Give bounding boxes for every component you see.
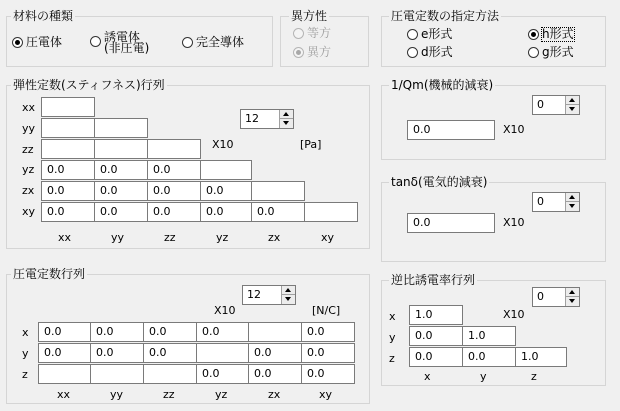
radio-isotropic-dot: [293, 28, 304, 39]
stiffness-row-label-yy: yy: [22, 122, 36, 135]
stiffness-exponent-value[interactable]: 12: [245, 112, 259, 125]
piezo-col-label-zz: zz: [163, 388, 175, 401]
tand-value-field[interactable]: 0.0: [407, 213, 495, 233]
stiffness-row-label-zz: zz: [22, 143, 34, 156]
piezo-unit: [N/C]: [312, 304, 341, 317]
piezo-cell-z-zx[interactable]: 0.0: [248, 364, 302, 384]
piezo-col-label-yy: yy: [110, 388, 124, 401]
inv-permittivity-row-label-x: x: [389, 310, 396, 323]
stiffness-cell-yz-yy[interactable]: 0.0: [94, 160, 148, 180]
radio-h-form[interactable]: [528, 28, 574, 41]
qm-multiplier: X10: [503, 123, 525, 136]
piezo-matrix-title: 圧電定数行列: [13, 267, 86, 281]
stiffness-multiplier: X10: [212, 138, 234, 151]
piezo-method-title: 圧電定数の指定方法: [391, 9, 500, 23]
inv-permittivity-col-label-y: y: [480, 370, 487, 383]
piezo-cell-y-yy[interactable]: 0.0: [90, 343, 144, 363]
inv-permittivity-col-label-x: x: [424, 370, 431, 383]
spin-up-icon[interactable]: [565, 96, 579, 105]
radio-isotropic-label: 等方: [307, 26, 332, 40]
stiffness-row-label-yz: yz: [22, 163, 35, 176]
piezo-multiplier: X10: [214, 304, 236, 317]
stiffness-cell-xy-xx[interactable]: 0.0: [41, 202, 95, 222]
piezo-cell-y-xy[interactable]: 0.0: [301, 343, 355, 363]
stiffness-unit: [Pa]: [300, 138, 322, 151]
piezo-cell-z-yy[interactable]: [90, 364, 144, 384]
spin-down-icon[interactable]: [565, 202, 579, 211]
inv-permittivity-title: 逆比誘電率行列: [391, 273, 476, 287]
inv-permittivity-exponent-spinner[interactable]: [532, 287, 580, 307]
radio-anisotropic[interactable]: [293, 46, 331, 59]
piezo-row-label-x: x: [22, 326, 29, 339]
stiffness-cell-yz-xx[interactable]: 0.0: [41, 160, 95, 180]
inv-permittivity-cell-y-x[interactable]: 0.0: [409, 326, 463, 346]
qm-title: 1/Qm(機械的減衰): [391, 78, 494, 92]
stiffness-col-label-xx: xx: [58, 231, 72, 244]
piezo-col-label-xx: xx: [57, 388, 71, 401]
radio-d-form-dot: [407, 47, 418, 58]
radio-g-form-label: g形式: [542, 45, 574, 59]
spin-down-icon[interactable]: [565, 297, 579, 306]
piezo-cell-x-yz[interactable]: 0.0: [196, 322, 249, 342]
stiffness-exponent-spinner[interactable]: [240, 109, 294, 129]
piezo-cell-x-xx[interactable]: 0.0: [38, 322, 91, 342]
piezo-exponent-spinner[interactable]: [242, 285, 296, 305]
radio-h-form-dot: [528, 29, 539, 40]
piezo-cell-x-xy[interactable]: 0.0: [301, 322, 355, 342]
piezo-cell-x-zz[interactable]: 0.0: [143, 322, 197, 342]
piezo-cell-z-zz[interactable]: [143, 364, 197, 384]
radio-e-form-label: e形式: [421, 27, 453, 41]
spin-up-icon[interactable]: [565, 193, 579, 202]
stiffness-cell-xy-xy[interactable]: [304, 202, 358, 222]
stiffness-col-label-yz: yz: [216, 231, 229, 244]
radio-dielectric-sublabel: (非圧電): [104, 41, 150, 55]
spin-up-icon[interactable]: [279, 110, 293, 119]
stiffness-cell-zx-yz[interactable]: 0.0: [200, 181, 252, 201]
piezo-method-group: [381, 16, 606, 67]
piezo-cell-x-yy[interactable]: 0.0: [90, 322, 144, 342]
anisotropy-group: [280, 16, 369, 67]
piezo-exponent-value[interactable]: 12: [247, 288, 261, 301]
stiffness-cell-zx-xx[interactable]: 0.0: [41, 181, 95, 201]
spin-down-icon[interactable]: [565, 105, 579, 114]
stiffness-cell-xy-zx[interactable]: 0.0: [251, 202, 305, 222]
radio-dielectric[interactable]: [90, 32, 149, 54]
stiffness-cell-xy-zz[interactable]: 0.0: [147, 202, 201, 222]
tand-title: tanδ(電気的減衰): [391, 175, 488, 189]
piezo-cell-y-zz[interactable]: 0.0: [143, 343, 197, 363]
stiffness-col-label-yy: yy: [111, 231, 125, 244]
tand-exponent-spinner[interactable]: [532, 192, 580, 212]
stiffness-cell-xx-xx[interactable]: [41, 97, 95, 117]
radio-anisotropic-label: 異方: [307, 45, 332, 59]
radio-perfect-conductor-label: 完全導体: [196, 35, 245, 49]
inv-permittivity-row-label-y: y: [389, 331, 396, 344]
piezo-row-label-z: z: [22, 368, 28, 381]
radio-dielectric-dot: [90, 36, 101, 47]
spin-up-icon[interactable]: [281, 286, 295, 295]
stiffness-col-label-xy: xy: [321, 231, 335, 244]
stiffness-row-label-xy: xy: [22, 205, 36, 218]
qm-exponent-value[interactable]: 0: [537, 98, 544, 111]
stiffness-cell-zz-zz[interactable]: [147, 139, 201, 159]
stiffness-col-label-zz: zz: [164, 231, 176, 244]
radio-h-form-label: h形式: [542, 27, 574, 41]
tand-exponent-value[interactable]: 0: [537, 195, 544, 208]
stiffness-col-label-zx: zx: [268, 231, 281, 244]
piezo-cell-x-zx[interactable]: [248, 322, 302, 342]
stiffness-cell-zz-xx[interactable]: [41, 139, 95, 159]
piezo-cell-y-zx[interactable]: 0.0: [248, 343, 302, 363]
inv-permittivity-multiplier: X10: [503, 308, 525, 321]
piezo-cell-y-xx[interactable]: 0.0: [38, 343, 91, 363]
inv-permittivity-cell-y-y[interactable]: 1.0: [462, 326, 516, 346]
piezo-cell-z-xy[interactable]: 0.0: [301, 364, 355, 384]
radio-piezoelectric-label: 圧電体: [26, 35, 63, 49]
qm-exponent-spinner[interactable]: [532, 95, 580, 115]
stiffness-cell-yy-xx[interactable]: [41, 118, 95, 138]
radio-e-form-dot: [407, 29, 418, 40]
stiffness-cell-zz-yy[interactable]: [94, 139, 148, 159]
spin-up-icon[interactable]: [565, 288, 579, 297]
inv-permittivity-exponent-value[interactable]: 0: [537, 290, 544, 303]
qm-value-field[interactable]: 0.0: [407, 120, 495, 140]
radio-d-form-label: d形式: [421, 45, 453, 59]
inv-permittivity-cell-z-y[interactable]: 0.0: [462, 347, 516, 367]
piezo-cell-z-xx[interactable]: [38, 364, 91, 384]
piezo-col-label-xy: xy: [319, 388, 333, 401]
radio-isotropic[interactable]: [293, 27, 331, 40]
radio-perfect-conductor-dot: [182, 37, 193, 48]
stiffness-cell-yz-yz[interactable]: [200, 160, 252, 180]
radio-piezoelectric-dot: [12, 37, 23, 48]
radio-perfect-conductor[interactable]: [182, 36, 244, 49]
radio-dielectric-label: 誘電体: [104, 30, 141, 44]
stiffness-cell-yz-zz[interactable]: 0.0: [147, 160, 201, 180]
stiffness-cell-zx-zz[interactable]: 0.0: [147, 181, 201, 201]
inv-permittivity-cell-z-z[interactable]: 1.0: [515, 347, 567, 367]
stiffness-cell-xy-yz[interactable]: 0.0: [200, 202, 252, 222]
inv-permittivity-cell-x-x[interactable]: 1.0: [409, 305, 463, 325]
stiffness-cell-xy-yy[interactable]: 0.0: [94, 202, 148, 222]
radio-e-form[interactable]: [407, 28, 452, 41]
piezo-col-label-zx: zx: [268, 388, 281, 401]
inv-permittivity-row-label-z: z: [389, 352, 395, 365]
spin-down-icon[interactable]: [281, 295, 295, 304]
stiffness-cell-yy-yy[interactable]: [94, 118, 148, 138]
stiffness-title: 弾性定数(スティフネス)行列: [13, 78, 165, 92]
radio-g-form[interactable]: [528, 46, 574, 59]
piezo-cell-y-yz[interactable]: [196, 343, 249, 363]
piezo-col-label-yz: yz: [215, 388, 228, 401]
spin-down-icon[interactable]: [279, 119, 293, 128]
inv-permittivity-col-label-z: z: [531, 370, 537, 383]
anisotropy-title: 異方性: [291, 9, 328, 23]
inv-permittivity-cell-z-x[interactable]: 0.0: [409, 347, 463, 367]
radio-d-form[interactable]: [407, 46, 453, 59]
radio-anisotropic-dot: [293, 47, 304, 58]
stiffness-row-label-xx: xx: [22, 101, 36, 114]
tand-multiplier: X10: [503, 216, 525, 229]
material-type-title: 材料の種類: [13, 9, 74, 23]
piezo-cell-z-yz[interactable]: 0.0: [196, 364, 249, 384]
stiffness-cell-zx-yy[interactable]: 0.0: [94, 181, 148, 201]
stiffness-cell-zx-zx[interactable]: [251, 181, 305, 201]
piezo-row-label-y: y: [22, 347, 29, 360]
radio-g-form-dot: [528, 47, 539, 58]
stiffness-row-label-zx: zx: [22, 184, 35, 197]
radio-piezoelectric[interactable]: [12, 36, 62, 49]
